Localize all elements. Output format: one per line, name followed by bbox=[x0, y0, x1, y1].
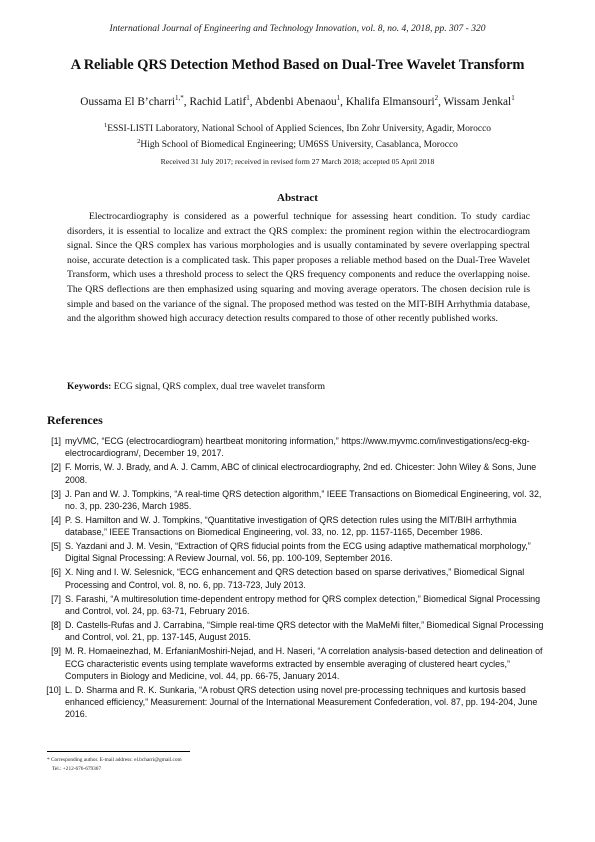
author-affiliation-mark: 1 bbox=[511, 94, 515, 103]
reference-text: S. Farashi, “A multiresolution time-dependent entropy method for QRS complex detection,” Biomedical Signal Processing and Control, vol. 24, pp. 63-71, February 2016. bbox=[65, 593, 541, 616]
reference-item bbox=[40, 593, 552, 618]
reference-text: P. S. Hamilton and W. J. Tompkins, “Quantitative investigation of QRS detection rules using the MIT/BIH arrhythmia database,” IEEE Transactions on Biomedical Engineering, vol. 33, no. 12, pp. 1157-1165, December 1986. bbox=[65, 514, 517, 538]
reference-number: [3] bbox=[51, 488, 61, 499]
reference-number: [6] bbox=[51, 567, 61, 578]
reference-text: D. Castells-Rufas and J. Carrabina, “Simple real-time QRS detector with the MaMeMi filter,” Biomedical Signal Processing and Control, vol. 21, pp. 137-145, August 2015. bbox=[65, 619, 544, 643]
references-heading: References bbox=[47, 413, 103, 427]
reference-text: myVMC, “ECG (electrocardiogram) heartbeat monitoring information,” https://www.myvmc.com/investigations/ecg-ekg-electrocardiogram/, December 19, 2017. bbox=[65, 436, 530, 459]
author-name: Oussama El B’charri bbox=[80, 96, 176, 108]
reference-item bbox=[40, 488, 552, 513]
reference-text: J. Pan and W. J. Tompkins, “A real-time QRS detection algorithm,” IEEE Transactions on Biomedical Engineering, vol. 32, no. 3, pp. 230-236, March 1985. bbox=[65, 488, 542, 511]
paper-title: A Reliable QRS Detection Method Based on Dual-Tree Wavelet Transform bbox=[70, 57, 525, 73]
reference-item bbox=[40, 461, 552, 486]
reference-number: [5] bbox=[51, 541, 61, 552]
footnote-corresponding-author: * Corresponding author. E-mail address: el.bcharri@gmail.com bbox=[47, 757, 182, 763]
journal-header: International Journal of Engineering and Technology Innovation, vol. 8, no. 4, 2018, pp. 307 - 320 bbox=[109, 24, 486, 34]
keywords-label: Keywords: bbox=[67, 382, 112, 392]
author-name: Rachid Latif bbox=[189, 96, 247, 108]
abstract-heading: Abstract bbox=[277, 192, 318, 204]
affiliation-2 bbox=[0, 137, 595, 150]
reference-number: [4] bbox=[51, 514, 61, 525]
reference-number: [7] bbox=[51, 593, 61, 604]
author-list: Oussama El B’charri$^{1,*}$, Rachid Latif$^1$, Abdenbi Abenaou$^1$, Khalifa Elmansouri$^2$, Wissam Jenkal$^1$ bbox=[80, 94, 515, 108]
footnote-telephone: Tel.: +212-676-679367 bbox=[52, 766, 102, 772]
author-name: Abdenbi Abenaou bbox=[254, 96, 337, 108]
affiliation-1 bbox=[0, 121, 595, 134]
footnote-divider bbox=[47, 751, 190, 752]
author-affiliation-mark: 2 bbox=[434, 94, 439, 103]
received-dates: Received 31 July 2017; received in revised form 27 March 2018; accepted 05 April 2018 bbox=[160, 157, 435, 166]
affiliation-mark: 2 bbox=[137, 137, 141, 145]
reference-number: [10] bbox=[46, 684, 61, 695]
reference-item bbox=[40, 514, 552, 539]
reference-text: M. R. Homaeinezhad, M. ErfanianMoshiri-Nejad, and H. Naseri, “A correlation analysis-based detection and delineation of ECG characteristic events using template waveforms extracted by ensemble averaging of clustered heart cycles,” Computers in Biology and Medicine, vol. 44, pp. 66-75, January 2014. bbox=[65, 646, 543, 681]
author-name: Wissam Jenkal bbox=[443, 96, 512, 108]
reference-item bbox=[40, 540, 552, 565]
affiliation-text: ESSI-LISTI Laboratory, National School of Applied Sciences, Ibn Zohr University, Agadir, Morocco bbox=[107, 124, 492, 134]
reference-list bbox=[40, 435, 552, 722]
reference-item bbox=[40, 619, 552, 644]
author-name: Khalifa Elmansouri bbox=[345, 96, 435, 108]
author-affiliation-mark: 1 bbox=[246, 94, 250, 103]
reference-text: X. Ning and I. W. Selesnick, “ECG enhancement and QRS detection based on sparse derivatives,” Biomedical Signal Processing and Control, vol. 8, no. 6, pp. 713-723, July 2013. bbox=[65, 567, 525, 590]
author-affiliation-mark: 1 bbox=[336, 94, 341, 103]
reference-item bbox=[40, 684, 552, 721]
affiliation-text: High School of Biomedical Engineering; UM6SS University, Casablanca, Morocco bbox=[140, 140, 458, 150]
reference-item bbox=[40, 566, 552, 591]
keywords bbox=[67, 382, 325, 392]
keywords-text: ECG signal, QRS complex, dual tree wavelet transform bbox=[111, 382, 326, 392]
author-affiliation-mark: 1,* bbox=[175, 94, 184, 103]
affiliation-mark: 1 bbox=[103, 121, 108, 129]
reference-number: [8] bbox=[51, 619, 61, 630]
reference-text: F. Morris, W. J. Brady, and A. J. Camm, ABC of clinical electrocardiography, 2nd ed. Chicester: John Wiley & Sons, June 2008. bbox=[65, 462, 537, 485]
reference-number: [1] bbox=[51, 436, 61, 446]
reference-number: [9] bbox=[51, 646, 61, 657]
reference-item bbox=[40, 645, 552, 682]
reference-number: [2] bbox=[51, 462, 61, 473]
reference-item bbox=[40, 435, 552, 460]
reference-text: S. Yazdani and J. M. Vesin, “Extraction of QRS fiducial points from the ECG using adaptive mathematical morphology,” Digital Signal Processing: A Review Journal, vol. 56, pp. 100-109, September 2016. bbox=[65, 541, 531, 564]
reference-text: L. D. Sharma and R. K. Sunkaria, “A robust QRS detection using novel pre-processing techniques and kurtosis based enhanced efficiency,” Measurement: Journal of the International Measurement Confederation, vol. 87, pp. 194-204, June 2016. bbox=[65, 684, 538, 720]
abstract-text: Electrocardiography is considered as a powerful technique for assessing heart condition. To study cardiac disorders, it is essential to localize and extract the QRS complex: the prominent region within the electrocardiogram signal. Since the QRS complex has various morphologies and is usually contaminated by severe overlapping spectral noise, accurate detection is a complicated task. This paper proposes a reliable method based on the Dual-Tree Wavelet Transform, which uses a threshold process to select the QRS frequency components and reduce the overlapping noise. The QRS deflections are then emphasized using squaring and moving average operators. The chosen decision rule is simple and based on the variance of the signal. The proposed method was tested on the MIT-BIH Arrhythmia database, and the algorithm showed high accuracy detection results compared to those of other recently published works. bbox=[67, 211, 530, 325]
